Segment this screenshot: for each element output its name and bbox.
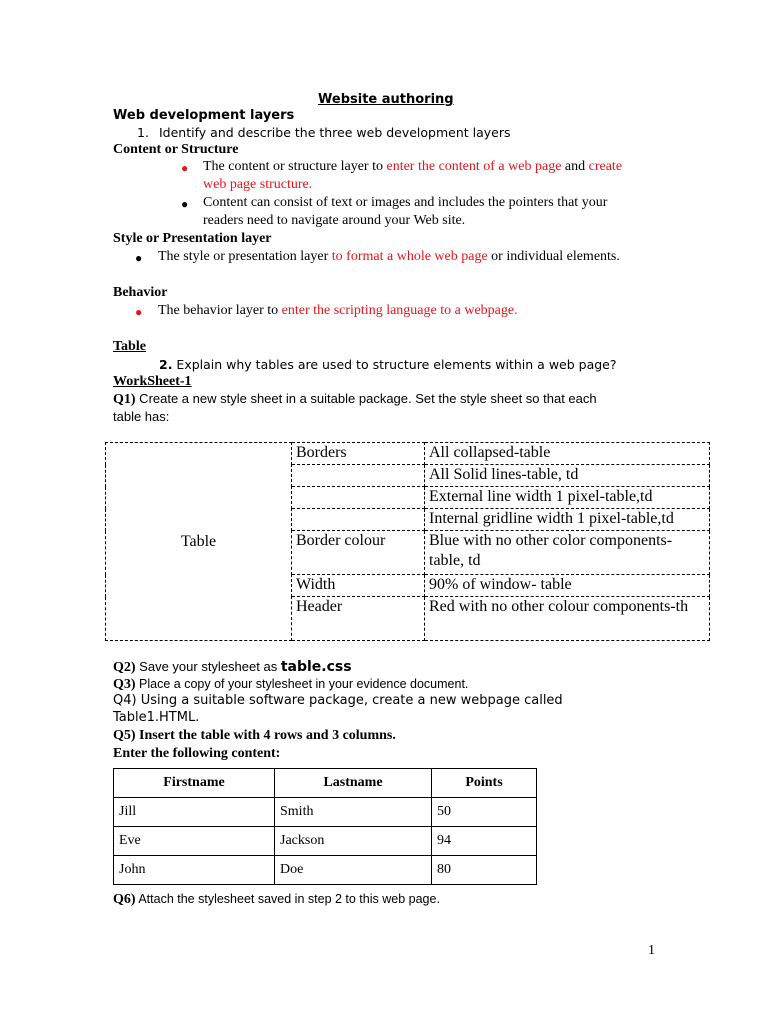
property-cell (292, 487, 425, 509)
table-row (114, 798, 537, 827)
worksheet-q1-line1: Q1) Create a new style sheet in a suitable package. Set the style sheet so that each (113, 391, 597, 407)
style-layer-heading: Style or Presentation layer (113, 231, 272, 246)
page-title: Website authoring (318, 92, 454, 107)
value-cell: All collapsed-table (425, 443, 710, 465)
content-bullet-1-cont: web page structure. (203, 177, 313, 192)
web-dev-layers-heading: Web development layers (113, 108, 295, 123)
value-cell: Internal gridline width 1 pixel-table,td (425, 509, 710, 531)
bullet-icon: ● (181, 197, 189, 211)
value-cell: Blue with no other color components-table, td (425, 531, 710, 575)
worksheet-q1-line2: table has: (113, 409, 170, 424)
cell: Smith (275, 798, 432, 827)
content-bullet-1: The content or structure layer to enter the content of a web page and create (203, 159, 623, 174)
content-table (113, 768, 537, 885)
cell: Doe (275, 856, 432, 885)
value-cell: All Solid lines-table, td (425, 465, 710, 487)
behavior-heading: Behavior (113, 285, 168, 300)
bullet-icon: ● (181, 161, 189, 175)
property-cell: Borders (292, 443, 425, 465)
value-cell: External line width 1 pixel-table,td (425, 487, 710, 509)
table-row (114, 827, 537, 856)
question-1-text: Identify and describe the three web development layers (159, 125, 511, 140)
property-cell: Header (292, 597, 425, 641)
property-cell: Border colour (292, 531, 425, 575)
bullet-icon: ● (135, 305, 143, 319)
cell: 80 (432, 856, 537, 885)
property-cell: Width (292, 575, 425, 597)
cell: John (114, 856, 275, 885)
question-q4-line1: Q4) Using a suitable software package, create a new webpage called (113, 693, 563, 708)
value-cell: 90% of window- table (425, 575, 710, 597)
question-q2: Q2) Save your stylesheet as table.css (113, 659, 352, 675)
property-cell (292, 509, 425, 531)
question-q4-line2: Table1.HTML. (113, 710, 200, 725)
cell: Jill (114, 798, 275, 827)
question-q6: Q6) Attach the stylesheet saved in step 2 to this web page. (113, 892, 440, 907)
bullet-icon: ● (135, 251, 143, 265)
content-bullet-2-line1: Content can consist of text or images and includes the pointers that your (203, 195, 608, 210)
requirements-table (105, 442, 710, 641)
question-1-number: 1. (137, 125, 149, 140)
behavior-bullet: The behavior layer to enter the scripting language to a webpage. (158, 303, 518, 318)
cell: 94 (432, 827, 537, 856)
content-structure-heading: Content or Structure (113, 142, 239, 157)
question-q3: Q3) Place a copy of your stylesheet in your evidence document. (113, 677, 469, 692)
header-lastname: Lastname (275, 769, 432, 798)
table-label-cell: Table (106, 443, 292, 641)
cell: Eve (114, 827, 275, 856)
question-q5: Q5) Insert the table with 4 rows and 3 columns. (113, 728, 396, 743)
question-2: 2. Explain why tables are used to structure elements within a web page? (159, 357, 617, 372)
worksheet-heading: WorkSheet-1 (113, 374, 192, 389)
page-number: 1 (648, 943, 655, 958)
table-heading: Table (113, 339, 146, 354)
value-cell: Red with no other colour components-th (425, 597, 710, 641)
cell: 50 (432, 798, 537, 827)
header-points: Points (432, 769, 537, 798)
header-firstname: Firstname (114, 769, 275, 798)
cell: Jackson (275, 827, 432, 856)
content-bullet-2-line2: readers need to navigate around your Web site. (203, 213, 466, 228)
property-cell (292, 465, 425, 487)
enter-content-label: Enter the following content: (113, 746, 281, 761)
style-bullet: The style or presentation layer to format a whole web page or individual elements. (158, 249, 620, 264)
table-row (114, 856, 537, 885)
